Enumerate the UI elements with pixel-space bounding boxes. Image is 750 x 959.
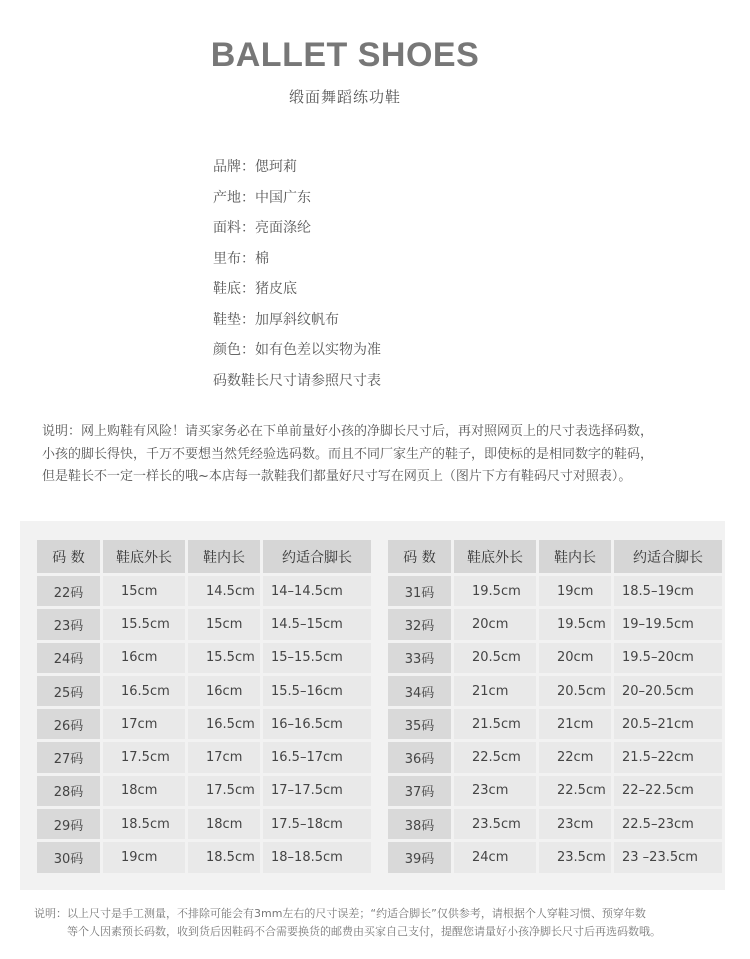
table-row: [37, 776, 371, 806]
outsole-length-cell: 23cm: [454, 776, 536, 806]
page-title: BALLET SHOES: [210, 36, 480, 74]
inner-length-cell: 18cm: [188, 809, 260, 839]
inner-length-cell: 23.5cm: [539, 842, 611, 872]
product-specs: [213, 155, 381, 399]
size-code-cell: 27码: [37, 742, 100, 772]
fit-foot-length-cell: 22–22.5cm: [614, 776, 722, 806]
note-line: 但是鞋长不一定一样长的哦~本店每一款鞋我们都量好尺寸写在网页上（图片下方有鞋码尺寸对照表）。: [42, 469, 632, 484]
size-code-cell: 29码: [37, 809, 100, 839]
size-code-cell: 38码: [388, 809, 451, 839]
note-line: 小孩的脚长得快，千万不要想当然凭经验选码数。而且不同厂家生产的鞋子，即使标的是相同数字的鞋码，: [42, 446, 654, 462]
outsole-length-cell: 15cm: [103, 576, 185, 606]
inner-length-cell: 18.5cm: [188, 842, 260, 872]
outsole-length-cell: 16cm: [103, 643, 185, 673]
size-code-cell: 22码: [37, 576, 100, 606]
table-row: [388, 676, 722, 706]
spec-sole: 鞋底：猪皮底: [213, 281, 297, 297]
size-code-cell: 37码: [388, 776, 451, 806]
fit-foot-length-cell: 20.5–21cm: [614, 709, 722, 739]
inner-length-cell: 15.5cm: [188, 643, 260, 673]
fit-foot-length-cell: 19–19.5cm: [614, 609, 722, 639]
table-row: [37, 809, 371, 839]
fit-foot-length-cell: 21.5–22cm: [614, 742, 722, 772]
spec-fabric: 面料：亮面涤纶: [213, 220, 311, 236]
inner-length-cell: 22cm: [539, 742, 611, 772]
inner-length-cell: 20.5cm: [539, 676, 611, 706]
table-row: [37, 709, 371, 739]
size-code-cell: 24码: [37, 643, 100, 673]
table-header-row: [388, 540, 722, 573]
table-row: [388, 809, 722, 839]
fit-foot-length-cell: 14–14.5cm: [263, 576, 371, 606]
inner-length-cell: 19cm: [539, 576, 611, 606]
size-code-cell: 23码: [37, 609, 100, 639]
size-table-left: [34, 537, 374, 876]
table-row: [388, 609, 722, 639]
table-row: [37, 643, 371, 673]
spec-insole: 鞋垫：加厚斜纹帆布: [213, 311, 339, 328]
fit-foot-length-cell: 16–16.5cm: [263, 709, 371, 739]
outsole-length-cell: 20cm: [454, 609, 536, 639]
fit-foot-length-cell: 22.5–23cm: [614, 809, 722, 839]
outsole-length-cell: 16.5cm: [103, 676, 185, 706]
outsole-length-cell: 15.5cm: [103, 609, 185, 639]
outsole-length-cell: 18cm: [103, 776, 185, 806]
header-inner-length: 鞋内长: [188, 540, 260, 573]
table-header-row: [37, 540, 371, 573]
inner-length-cell: 15cm: [188, 609, 260, 639]
header-fit-foot-length: 约适合脚长: [263, 540, 371, 573]
table-row: [388, 576, 722, 606]
inner-length-cell: 14.5cm: [188, 576, 260, 606]
spec-lining: 里布：棉: [213, 250, 269, 267]
fit-foot-length-cell: 20–20.5cm: [614, 676, 722, 706]
header-size-code: 码 数: [37, 540, 100, 573]
size-code-cell: 30码: [37, 842, 100, 872]
outsole-length-cell: 22.5cm: [454, 742, 536, 772]
outsole-length-cell: 21cm: [454, 676, 536, 706]
footnote-line: 说明：以上尺寸是手工测量，不排除可能会有3mm左右的尺寸误差；“约适合脚长”仅供参考，请根据个人穿鞋习惯、预穿年数: [34, 907, 646, 920]
header-size-code: 码 数: [388, 540, 451, 573]
spec-brand: 品牌：偲珂莉: [213, 159, 297, 175]
inner-length-cell: 16cm: [188, 676, 260, 706]
fit-foot-length-cell: 16.5–17cm: [263, 742, 371, 772]
note-line: 说明：网上购鞋有风险！请买家务必在下单前量好小孩的净脚长尺寸后，再对照网页上的尺寸表选择码数，: [42, 424, 654, 439]
outsole-length-cell: 23.5cm: [454, 809, 536, 839]
inner-length-cell: 17cm: [188, 742, 260, 772]
table-row: [37, 576, 371, 606]
inner-length-cell: 17.5cm: [188, 776, 260, 806]
header-outsole-length: 鞋底外长: [454, 540, 536, 573]
fit-foot-length-cell: 18.5–19cm: [614, 576, 722, 606]
inner-length-cell: 20cm: [539, 643, 611, 673]
size-code-cell: 26码: [37, 709, 100, 739]
inner-length-cell: 23cm: [539, 809, 611, 839]
size-code-cell: 25码: [37, 676, 100, 706]
outsole-length-cell: 17.5cm: [103, 742, 185, 772]
fit-foot-length-cell: 19.5–20cm: [614, 643, 722, 673]
outsole-length-cell: 18.5cm: [103, 809, 185, 839]
size-chart-panel: [20, 521, 725, 890]
fit-foot-length-cell: 17.5–18cm: [263, 809, 371, 839]
table-row: [37, 742, 371, 772]
header-outsole-length: 鞋底外长: [103, 540, 185, 573]
spec-size-note: 码数鞋长尺寸请参照尺寸表: [213, 372, 381, 389]
table-row: [37, 842, 371, 872]
fit-foot-length-cell: 18–18.5cm: [263, 842, 371, 872]
size-code-cell: 39码: [388, 842, 451, 872]
header-inner-length: 鞋内长: [539, 540, 611, 573]
inner-length-cell: 22.5cm: [539, 776, 611, 806]
fit-foot-length-cell: 15–15.5cm: [263, 643, 371, 673]
size-code-cell: 36码: [388, 742, 451, 772]
header-fit-foot-length: 约适合脚长: [614, 540, 722, 573]
spec-origin: 产地：中国广东: [213, 189, 311, 206]
table-row: [388, 742, 722, 772]
outsole-length-cell: 19.5cm: [454, 576, 536, 606]
table-row: [388, 776, 722, 806]
fit-foot-length-cell: 14.5–15cm: [263, 609, 371, 639]
size-code-cell: 32码: [388, 609, 451, 639]
fit-foot-length-cell: 23 –23.5cm: [614, 842, 722, 872]
size-code-cell: 28码: [37, 776, 100, 806]
measurement-footnote: [34, 905, 661, 941]
size-code-cell: 31码: [388, 576, 451, 606]
fit-foot-length-cell: 17–17.5cm: [263, 776, 371, 806]
footnote-line: 等个人因素预长码数，收到货后因鞋码不合需要换货的邮费由买家自己支付，提醒您请量好小孩净脚长尺寸后再选码数哦。: [67, 925, 661, 938]
inner-length-cell: 19.5cm: [539, 609, 611, 639]
size-table-right: [385, 537, 725, 876]
outsole-length-cell: 17cm: [103, 709, 185, 739]
outsole-length-cell: 20.5cm: [454, 643, 536, 673]
size-code-cell: 35码: [388, 709, 451, 739]
fit-foot-length-cell: 15.5–16cm: [263, 676, 371, 706]
table-row: [388, 842, 722, 872]
outsole-length-cell: 19cm: [103, 842, 185, 872]
spec-color: 颜色：如有色差以实物为准: [213, 342, 381, 358]
table-row: [37, 676, 371, 706]
inner-length-cell: 16.5cm: [188, 709, 260, 739]
size-code-cell: 33码: [388, 643, 451, 673]
table-row: [388, 709, 722, 739]
table-row: [388, 643, 722, 673]
purchase-note: [42, 421, 653, 489]
outsole-length-cell: 21.5cm: [454, 709, 536, 739]
outsole-length-cell: 24cm: [454, 842, 536, 872]
size-code-cell: 34码: [388, 676, 451, 706]
page-subtitle: 缎面舞蹈练功鞋: [288, 88, 401, 106]
table-row: [37, 609, 371, 639]
inner-length-cell: 21cm: [539, 709, 611, 739]
